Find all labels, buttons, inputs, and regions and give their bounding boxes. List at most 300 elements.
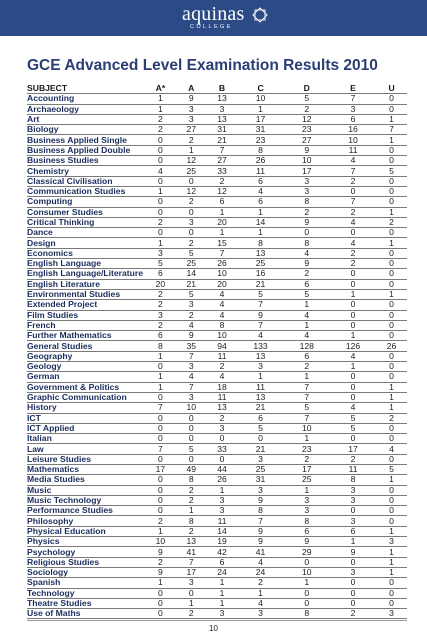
grade-count-cell: 4 xyxy=(207,289,238,299)
grade-count-cell: 3 xyxy=(330,485,376,495)
grade-count-cell: 15 xyxy=(207,238,238,248)
grade-count-cell: 0 xyxy=(330,186,376,196)
grade-count-cell: 21 xyxy=(237,403,283,413)
grade-count-cell: 2 xyxy=(145,125,176,135)
grade-count-cell: 3 xyxy=(330,495,376,505)
grade-count-cell: 0 xyxy=(145,135,176,145)
grade-count-cell: 3 xyxy=(207,506,238,516)
grade-count-cell: 2 xyxy=(284,207,330,217)
table-row xyxy=(27,259,407,269)
grade-count-cell: 6 xyxy=(237,197,283,207)
grade-count-cell: 2 xyxy=(207,362,238,372)
grade-count-cell: 9 xyxy=(284,217,330,227)
table-header-row xyxy=(27,84,407,94)
table-row xyxy=(27,464,407,474)
subject-cell: Leisure Studies xyxy=(27,454,145,464)
grade-count-cell: 5 xyxy=(176,289,207,299)
grade-count-cell: 0 xyxy=(376,516,407,526)
grade-count-cell: 5 xyxy=(237,423,283,433)
subject-cell: ICT xyxy=(27,413,145,423)
grade-count-cell: 3 xyxy=(284,186,330,196)
grade-count-cell: 0 xyxy=(145,485,176,495)
grade-count-cell: 7 xyxy=(207,145,238,155)
grade-count-cell: 24 xyxy=(237,567,283,577)
grade-count-cell: 1 xyxy=(376,526,407,536)
grade-count-cell: 0 xyxy=(330,372,376,382)
table-row xyxy=(27,372,407,382)
grade-count-cell: 24 xyxy=(207,567,238,577)
subject-cell: Art xyxy=(27,114,145,124)
column-header-grade: E xyxy=(330,84,376,94)
grade-count-cell: 1 xyxy=(145,104,176,114)
grade-count-cell: 2 xyxy=(330,176,376,186)
grade-count-cell: 8 xyxy=(284,516,330,526)
grade-count-cell: 29 xyxy=(284,547,330,557)
grade-count-cell: 10 xyxy=(207,269,238,279)
subject-cell: Music xyxy=(27,485,145,495)
column-header-grade: A xyxy=(176,84,207,94)
grade-count-cell: 0 xyxy=(330,279,376,289)
grade-count-cell: 1 xyxy=(237,228,283,238)
grade-count-cell: 10 xyxy=(176,403,207,413)
grade-count-cell: 13 xyxy=(237,351,283,361)
subject-cell: Geography xyxy=(27,351,145,361)
grade-count-cell: 0 xyxy=(376,156,407,166)
grade-count-cell: 8 xyxy=(207,320,238,330)
grade-count-cell: 3 xyxy=(176,114,207,124)
grade-count-cell: 6 xyxy=(330,114,376,124)
table-row xyxy=(27,248,407,258)
table-row xyxy=(27,351,407,361)
subject-cell: Economics xyxy=(27,248,145,258)
grade-count-cell: 11 xyxy=(330,464,376,474)
grade-count-cell: 3 xyxy=(176,392,207,402)
grade-count-cell: 13 xyxy=(207,114,238,124)
grade-count-cell: 0 xyxy=(376,228,407,238)
subject-cell: Use of Maths xyxy=(27,609,145,619)
grade-count-cell: 2 xyxy=(176,310,207,320)
grade-count-cell: 31 xyxy=(207,125,238,135)
grade-count-cell: 5 xyxy=(237,289,283,299)
table-row xyxy=(27,557,407,567)
grade-count-cell: 49 xyxy=(176,464,207,474)
grade-count-cell: 44 xyxy=(207,464,238,474)
grade-count-cell: 1 xyxy=(237,207,283,217)
grade-count-cell: 0 xyxy=(376,145,407,155)
grade-count-cell: 6 xyxy=(330,526,376,536)
grade-count-cell: 0 xyxy=(284,588,330,598)
grade-count-cell: 1 xyxy=(284,485,330,495)
logo-wordmark: aquinas xyxy=(182,3,245,25)
grade-count-cell: 0 xyxy=(176,588,207,598)
grade-count-cell: 0 xyxy=(330,228,376,238)
grade-count-cell: 8 xyxy=(176,475,207,485)
table-row xyxy=(27,145,407,155)
table-row xyxy=(27,588,407,598)
grade-count-cell: 128 xyxy=(284,341,330,351)
table-row xyxy=(27,526,407,536)
subject-cell: Mathematics xyxy=(27,464,145,474)
subject-cell: Geology xyxy=(27,362,145,372)
grade-count-cell: 7 xyxy=(237,320,283,330)
grade-count-cell: 1 xyxy=(376,114,407,124)
grade-count-cell: 0 xyxy=(145,207,176,217)
grade-count-cell: 27 xyxy=(176,125,207,135)
table-row xyxy=(27,289,407,299)
subject-cell: Graphic Communication xyxy=(27,392,145,402)
grade-count-cell: 4 xyxy=(284,248,330,258)
grade-count-cell: 8 xyxy=(284,197,330,207)
grade-count-cell: 0 xyxy=(330,310,376,320)
grade-count-cell: 2 xyxy=(284,269,330,279)
grade-count-cell: 1 xyxy=(145,372,176,382)
grade-count-cell: 18 xyxy=(207,382,238,392)
grade-count-cell: 1 xyxy=(207,578,238,588)
grade-count-cell: 6 xyxy=(284,526,330,536)
grade-count-cell: 3 xyxy=(330,516,376,526)
grade-count-cell: 1 xyxy=(330,537,376,547)
grade-count-cell: 2 xyxy=(284,362,330,372)
grade-count-cell: 0 xyxy=(145,598,176,608)
grade-count-cell: 2 xyxy=(145,114,176,124)
grade-count-cell: 0 xyxy=(145,362,176,372)
grade-count-cell: 11 xyxy=(207,351,238,361)
grade-count-cell: 0 xyxy=(145,454,176,464)
grade-count-cell: 3 xyxy=(237,609,283,619)
grade-count-cell: 0 xyxy=(376,186,407,196)
grade-count-cell: 2 xyxy=(330,259,376,269)
grade-count-cell: 2 xyxy=(284,454,330,464)
grade-count-cell: 0 xyxy=(376,598,407,608)
grade-count-cell: 3 xyxy=(176,578,207,588)
grade-count-cell: 9 xyxy=(237,537,283,547)
grade-count-cell: 0 xyxy=(376,279,407,289)
table-row xyxy=(27,413,407,423)
subject-cell: Dance xyxy=(27,228,145,238)
table-row xyxy=(27,228,407,238)
grade-count-cell: 9 xyxy=(237,495,283,505)
subject-cell: Technology xyxy=(27,588,145,598)
grade-count-cell: 3 xyxy=(237,485,283,495)
table-row xyxy=(27,598,407,608)
grade-count-cell: 0 xyxy=(376,588,407,598)
column-header-grade: C xyxy=(237,84,283,94)
logo-subtitle: COLLEGE xyxy=(190,24,233,30)
grade-count-cell: 4 xyxy=(330,403,376,413)
grade-count-cell: 2 xyxy=(145,557,176,567)
grade-count-cell: 4 xyxy=(376,444,407,454)
grade-count-cell: 0 xyxy=(376,362,407,372)
grade-count-cell: 20 xyxy=(207,279,238,289)
grade-count-cell: 9 xyxy=(284,145,330,155)
grade-count-cell: 2 xyxy=(176,609,207,619)
grade-count-cell: 17 xyxy=(330,444,376,454)
grade-count-cell: 0 xyxy=(376,351,407,361)
grade-count-cell: 0 xyxy=(376,495,407,505)
grade-count-cell: 2 xyxy=(145,300,176,310)
grade-count-cell: 3 xyxy=(176,104,207,114)
grade-count-cell: 2 xyxy=(176,238,207,248)
grade-count-cell: 0 xyxy=(145,506,176,516)
grade-count-cell: 0 xyxy=(376,300,407,310)
grade-count-cell: 26 xyxy=(207,475,238,485)
grade-count-cell: 5 xyxy=(284,94,330,104)
table-row xyxy=(27,495,407,505)
grade-count-cell: 7 xyxy=(284,413,330,423)
grade-count-cell: 10 xyxy=(284,567,330,577)
grade-count-cell: 6 xyxy=(237,413,283,423)
grade-count-cell: 10 xyxy=(145,537,176,547)
grade-count-cell: 4 xyxy=(237,186,283,196)
grade-count-cell: 0 xyxy=(330,382,376,392)
subject-cell: Environmental Studies xyxy=(27,289,145,299)
grade-count-cell: 19 xyxy=(207,537,238,547)
subject-cell: Further Mathematics xyxy=(27,331,145,341)
grade-count-cell: 1 xyxy=(176,506,207,516)
grade-count-cell: 2 xyxy=(145,516,176,526)
table-row xyxy=(27,320,407,330)
table-row xyxy=(27,104,407,114)
page-title: GCE Advanced Level Examination Results 2010 xyxy=(27,57,378,74)
table-row xyxy=(27,125,407,135)
grade-count-cell: 0 xyxy=(376,423,407,433)
grade-count-cell: 0 xyxy=(284,228,330,238)
table-row xyxy=(27,279,407,289)
grade-count-cell: 11 xyxy=(330,145,376,155)
grade-count-cell: 0 xyxy=(176,434,207,444)
grade-count-cell: 11 xyxy=(207,392,238,402)
table-row xyxy=(27,516,407,526)
grade-count-cell: 4 xyxy=(330,351,376,361)
grade-count-cell: 1 xyxy=(376,207,407,217)
grade-count-cell: 25 xyxy=(237,464,283,474)
page-number: 10 xyxy=(209,624,218,633)
grade-count-cell: 1 xyxy=(284,578,330,588)
grade-count-cell: 2 xyxy=(207,413,238,423)
grade-count-cell: 6 xyxy=(145,331,176,341)
table-row xyxy=(27,135,407,145)
grade-count-cell: 17 xyxy=(237,114,283,124)
grade-count-cell: 10 xyxy=(237,94,283,104)
column-header-grade: U xyxy=(376,84,407,94)
grade-count-cell: 1 xyxy=(176,145,207,155)
grade-count-cell: 0 xyxy=(145,495,176,505)
grade-count-cell: 0 xyxy=(376,259,407,269)
table-row xyxy=(27,485,407,495)
grade-count-cell: 7 xyxy=(176,351,207,361)
grade-count-cell: 21 xyxy=(237,279,283,289)
grade-count-cell: 1 xyxy=(237,104,283,114)
grade-count-cell: 23 xyxy=(284,444,330,454)
subject-cell: English Language/Literature xyxy=(27,268,144,279)
grade-count-cell: 9 xyxy=(145,547,176,557)
grade-count-cell: 20 xyxy=(207,217,238,227)
grade-count-cell: 0 xyxy=(284,557,330,567)
grade-count-cell: 41 xyxy=(176,547,207,557)
grade-count-cell: 0 xyxy=(330,506,376,516)
grade-count-cell: 0 xyxy=(376,197,407,207)
grade-count-cell: 0 xyxy=(176,423,207,433)
footer-divider xyxy=(27,620,407,621)
subject-cell: German xyxy=(27,372,145,382)
grade-count-cell: 8 xyxy=(237,506,283,516)
grade-count-cell: 2 xyxy=(330,248,376,258)
grade-count-cell: 1 xyxy=(376,289,407,299)
grade-count-cell: 1 xyxy=(145,351,176,361)
subject-cell: English Literature xyxy=(27,279,145,289)
grade-count-cell: 5 xyxy=(376,464,407,474)
grade-count-cell: 1 xyxy=(376,135,407,145)
grade-count-cell: 7 xyxy=(237,516,283,526)
grade-count-cell: 1 xyxy=(145,382,176,392)
grade-count-cell: 31 xyxy=(237,125,283,135)
grade-count-cell: 41 xyxy=(237,547,283,557)
grade-count-cell: 13 xyxy=(207,403,238,413)
grade-count-cell: 17 xyxy=(145,464,176,474)
grade-count-cell: 2 xyxy=(176,495,207,505)
grade-count-cell: 1 xyxy=(376,475,407,485)
subject-cell: History xyxy=(27,403,145,413)
table-row xyxy=(27,331,407,341)
table-row xyxy=(27,475,407,485)
grade-count-cell: 35 xyxy=(176,341,207,351)
table-row xyxy=(27,176,407,186)
grade-count-cell: 3 xyxy=(237,362,283,372)
grade-count-cell: 2 xyxy=(176,526,207,536)
subject-cell: Business Applied Double xyxy=(27,145,145,155)
grade-count-cell: 2 xyxy=(145,217,176,227)
subject-cell: Extended Project xyxy=(27,300,145,310)
table-row xyxy=(27,567,407,577)
grade-count-cell: 17 xyxy=(284,166,330,176)
grade-count-cell: 12 xyxy=(284,114,330,124)
grade-count-cell: 0 xyxy=(376,331,407,341)
grade-count-cell: 8 xyxy=(284,609,330,619)
grade-count-cell: 0 xyxy=(330,392,376,402)
subject-cell: ICT Applied xyxy=(27,423,145,433)
grade-count-cell: 6 xyxy=(284,351,330,361)
grade-count-cell: 7 xyxy=(176,557,207,567)
grade-count-cell: 27 xyxy=(284,135,330,145)
grade-count-cell: 7 xyxy=(176,382,207,392)
subject-cell: Government & Politics xyxy=(27,382,145,392)
subject-cell: English Language xyxy=(27,259,145,269)
grade-count-cell: 3 xyxy=(176,217,207,227)
subject-cell: Classical Civilisation xyxy=(27,176,145,186)
grade-count-cell: 0 xyxy=(376,104,407,114)
grade-count-cell: 23 xyxy=(237,135,283,145)
grade-count-cell: 3 xyxy=(284,495,330,505)
grade-count-cell: 5 xyxy=(330,413,376,423)
table-row xyxy=(27,362,407,372)
grade-count-cell: 0 xyxy=(176,228,207,238)
grade-count-cell: 1 xyxy=(330,331,376,341)
grade-count-cell: 6 xyxy=(145,269,176,279)
grade-count-cell: 2 xyxy=(376,217,407,227)
grade-count-cell: 8 xyxy=(284,238,330,248)
table-row xyxy=(27,609,407,619)
grade-count-cell: 11 xyxy=(207,516,238,526)
grade-count-cell: 25 xyxy=(176,259,207,269)
subject-cell: Business Applied Single xyxy=(27,135,145,145)
grade-count-cell: 1 xyxy=(376,403,407,413)
grade-count-cell: 3 xyxy=(284,506,330,516)
grade-count-cell: 3 xyxy=(330,104,376,114)
grade-count-cell: 3 xyxy=(376,537,407,547)
subject-cell: Religious Studies xyxy=(27,557,145,567)
grade-count-cell: 13 xyxy=(237,248,283,258)
subject-cell: Archaeology xyxy=(27,104,145,114)
grade-count-cell: 10 xyxy=(330,135,376,145)
grade-count-cell: 0 xyxy=(376,320,407,330)
grade-count-cell: 21 xyxy=(207,135,238,145)
table-row xyxy=(27,341,407,351)
subject-cell: Chemistry xyxy=(27,166,145,176)
grade-count-cell: 4 xyxy=(237,331,283,341)
grade-count-cell: 4 xyxy=(207,310,238,320)
grade-count-cell: 1 xyxy=(376,567,407,577)
grade-count-cell: 26 xyxy=(376,341,407,351)
subject-cell: Sociology xyxy=(27,567,145,577)
table-row xyxy=(27,217,407,227)
grade-count-cell: 0 xyxy=(145,609,176,619)
grade-count-cell: 3 xyxy=(145,248,176,258)
grade-count-cell: 3 xyxy=(284,176,330,186)
grade-count-cell: 0 xyxy=(176,454,207,464)
grade-count-cell: 14 xyxy=(207,526,238,536)
subject-cell: Media Studies xyxy=(27,475,145,485)
grade-count-cell: 26 xyxy=(237,156,283,166)
grade-count-cell: 5 xyxy=(145,259,176,269)
grade-count-cell: 13 xyxy=(176,537,207,547)
grade-count-cell: 4 xyxy=(284,310,330,320)
grade-count-cell: 9 xyxy=(330,547,376,557)
grade-count-cell: 0 xyxy=(330,578,376,588)
grade-count-cell: 0 xyxy=(376,248,407,258)
subject-cell: General Studies xyxy=(27,341,145,351)
grade-count-cell: 1 xyxy=(207,598,238,608)
subject-cell: Performance Studies xyxy=(27,506,145,516)
subject-cell: Consumer Studies xyxy=(27,207,145,217)
grade-count-cell: 1 xyxy=(284,434,330,444)
grade-count-cell: 1 xyxy=(376,557,407,567)
grade-count-cell: 2 xyxy=(176,135,207,145)
column-header-grade: A* xyxy=(145,84,176,94)
subject-cell: Accounting xyxy=(27,94,145,104)
grade-count-cell: 4 xyxy=(330,217,376,227)
grade-count-cell: 7 xyxy=(237,300,283,310)
grade-count-cell: 17 xyxy=(176,567,207,577)
grade-count-cell: 11 xyxy=(237,166,283,176)
grade-count-cell: 4 xyxy=(145,166,176,176)
grade-count-cell: 7 xyxy=(145,444,176,454)
grade-count-cell: 1 xyxy=(237,588,283,598)
table-row xyxy=(27,444,407,454)
grade-count-cell: 4 xyxy=(176,372,207,382)
grade-count-cell: 1 xyxy=(284,300,330,310)
grade-count-cell: 7 xyxy=(207,248,238,258)
grade-count-cell: 4 xyxy=(237,598,283,608)
grade-count-cell: 0 xyxy=(330,320,376,330)
grade-count-cell: 8 xyxy=(145,341,176,351)
grade-count-cell: 3 xyxy=(376,609,407,619)
grade-count-cell: 0 xyxy=(176,207,207,217)
grade-count-cell: 1 xyxy=(376,238,407,248)
grade-count-cell: 0 xyxy=(330,300,376,310)
grade-count-cell: 14 xyxy=(176,269,207,279)
grade-count-cell: 25 xyxy=(176,166,207,176)
grade-count-cell: 23 xyxy=(284,125,330,135)
